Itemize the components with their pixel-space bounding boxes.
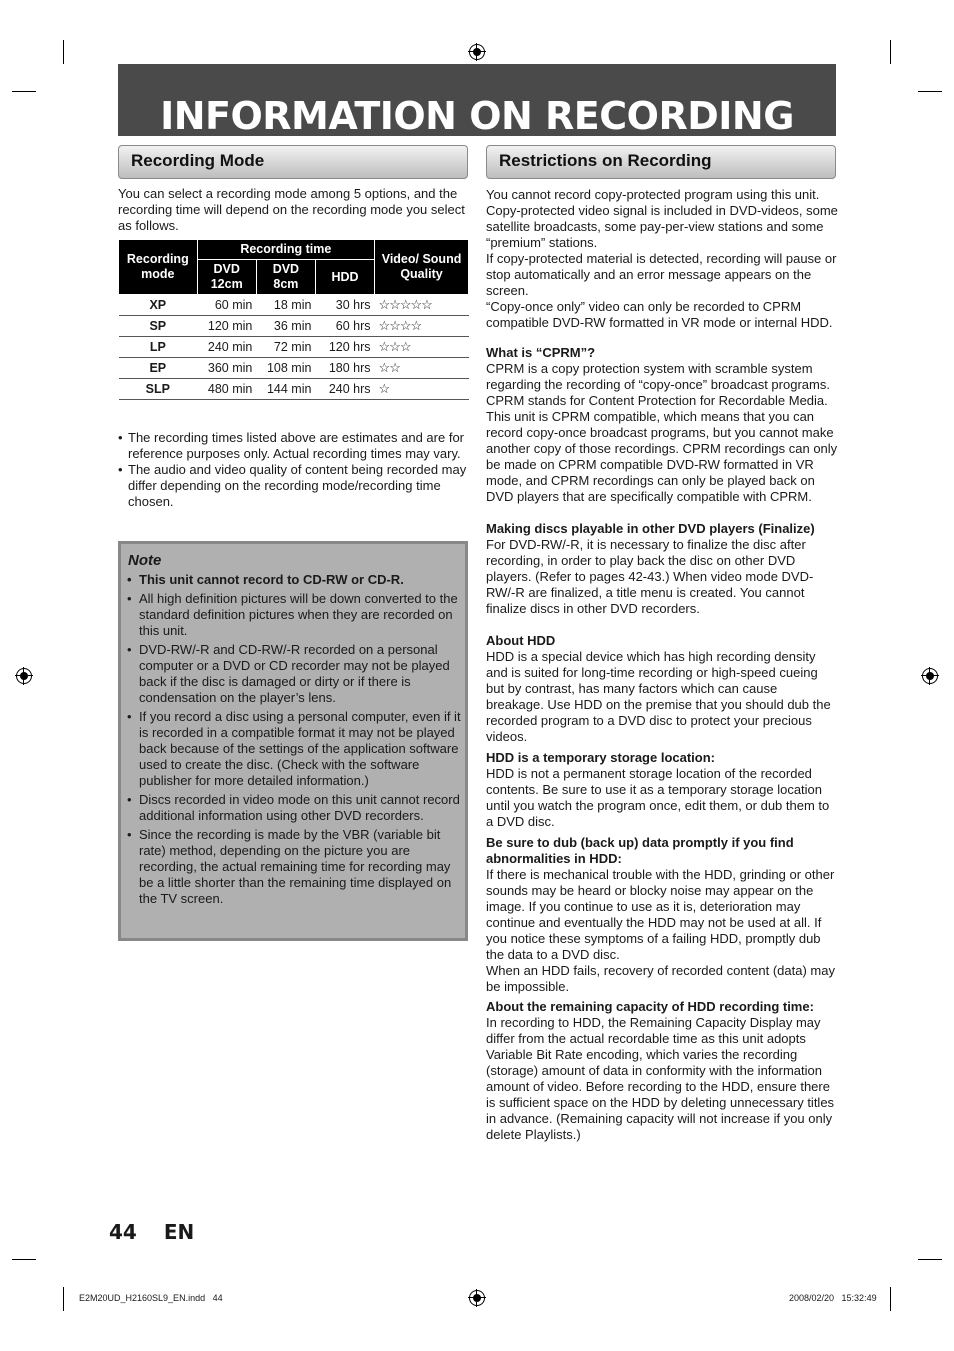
- paragraph: In recording to HDD, the Remaining Capacity Display may differ from the actual recordable time as this unit adopts Variable Bit Rate encoding, which varies the recording (storage) amount of data in conformity with the information amount of video. Before recording to the HDD, ensure there is sufficient space on the HDD by deleting unnecessary titles in advance. (Remaining capacity will not increase if you only delete Playlists.): [486, 1015, 835, 1142]
- cell-dvd8: 72 min: [256, 337, 315, 358]
- cell-dvd12: 480 min: [197, 379, 256, 400]
- page-number-value: 44: [109, 1220, 137, 1244]
- subheading-cprm: What is “CPRM”?: [486, 345, 596, 360]
- crop-mark: [890, 40, 891, 64]
- table-row: [119, 358, 469, 379]
- registration-mark-icon: [469, 1290, 485, 1306]
- cell-dvd8: 36 min: [256, 316, 315, 337]
- subheading-about-hdd: About HDD: [486, 633, 556, 648]
- crop-mark: [890, 1287, 891, 1311]
- registration-mark-icon: [469, 44, 485, 60]
- crop-mark: [918, 91, 942, 92]
- footer-filename: E2M20UD_H2160SL9_EN.indd 44: [79, 1293, 223, 1303]
- cell-quality-stars: ☆☆: [375, 358, 469, 379]
- note-item: • This unit cannot record to CD-RW or CD-R.: [127, 572, 461, 588]
- table-header-quality: Video/ Sound Quality: [375, 240, 469, 295]
- crop-mark: [63, 40, 64, 64]
- recording-mode-intro: [118, 186, 468, 234]
- subheading-finalize: Making discs playable in other DVD players (Finalize): [486, 521, 815, 536]
- section-heading-restrictions: [486, 145, 836, 179]
- paragraph: You cannot record copy-protected program using this unit. Copy-protected video signal is included in DVD-videos, some satellite broadcasts, some pay-per-view stations and some “premium” stations.: [486, 187, 838, 250]
- cell-quality-stars: ☆: [375, 379, 469, 400]
- crop-mark: [63, 1287, 64, 1311]
- note-item: • Discs recorded in video mode on this unit cannot record additional information using other DVD recorders.: [127, 792, 461, 824]
- cell-mode: LP: [119, 337, 198, 358]
- note-item: • All high definition pictures will be down converted to the standard definition pictures when they are recorded on this unit.: [127, 591, 461, 639]
- cell-dvd8: 18 min: [256, 295, 315, 316]
- cell-hdd: 180 hrs: [315, 358, 374, 379]
- table-row: [119, 379, 469, 400]
- subheading-temporary-storage: HDD is a temporary storage location:: [486, 750, 715, 765]
- paragraph: When an HDD fails, recovery of recorded content (data) may be impossible.: [486, 963, 835, 994]
- section-heading-recording-mode: [118, 145, 468, 179]
- cell-quality-stars: ☆☆☆☆: [375, 316, 469, 337]
- subheading-remaining-capacity: About the remaining capacity of HDD recording time:: [486, 999, 814, 1014]
- paragraph: HDD is a special device which has high recording density and is suited for long-time recording or high-speed cueing but by contrast, has many factors which can cause breakage. Use HDD on the premise that you should dub the recorded program to a DVD disc to protect your precious videos.: [486, 649, 831, 744]
- table-header-mode: Recording mode: [119, 240, 198, 295]
- page-title: INFORMATION ON RECORDING: [160, 94, 794, 138]
- paragraph: CPRM is a copy protection system with scramble system regarding the recording of “copy-once” broadcast programs. CPRM stands for Content Protection for Recordable Media.: [486, 361, 830, 408]
- cell-dvd8: 108 min: [256, 358, 315, 379]
- note-item: • DVD-RW/-R and CD-RW/-R recorded on a personal computer or a DVD or CD recorder may not be played back if the disc is damaged or dirty or if there is condensation on the player’s lens.: [127, 642, 461, 706]
- cell-mode: EP: [119, 358, 198, 379]
- table-header-hdd: HDD: [315, 260, 374, 295]
- cell-quality-stars: ☆☆☆☆☆: [375, 295, 469, 316]
- restrictions-text: [486, 187, 838, 1143]
- registration-mark-icon: [16, 668, 32, 684]
- table-row: [119, 337, 469, 358]
- cell-dvd12: 360 min: [197, 358, 256, 379]
- section-heading-label: Restrictions on Recording: [499, 151, 712, 170]
- title-banner: [118, 64, 836, 136]
- cell-dvd12: 120 min: [197, 316, 256, 337]
- table-header-dvd12: DVD 12cm: [197, 260, 256, 295]
- cell-mode: SLP: [119, 379, 198, 400]
- footer-timestamp: 2008/02/20 15:32:49: [789, 1293, 877, 1303]
- crop-mark: [918, 1259, 942, 1260]
- cell-mode: SP: [119, 316, 198, 337]
- paragraph: If copy-protected material is detected, recording will pause or stop automatically and an error message appears on the screen.: [486, 251, 837, 298]
- table-header-dvd8: DVD 8cm: [256, 260, 315, 295]
- note-item: • Since the recording is made by the VBR (variable bit rate) method, depending on the picture you are recording, the actual remaining time for recording may be a little shorter than the remaining time displayed on the TV screen.: [127, 827, 461, 907]
- section-heading-label: Recording Mode: [131, 151, 265, 170]
- cell-hdd: 240 hrs: [315, 379, 374, 400]
- list-item: • The recording times listed above are estimates and are for reference purposes only. Actual recording times may vary.: [118, 430, 468, 462]
- registration-mark-icon: [922, 668, 938, 684]
- recording-notes-list: [118, 430, 468, 510]
- cell-dvd8: 144 min: [256, 379, 315, 400]
- cell-dvd12: 60 min: [197, 295, 256, 316]
- table-header-time: Recording time: [197, 240, 374, 260]
- table-row: [119, 316, 469, 337]
- crop-mark: [12, 1259, 36, 1260]
- recording-time-table: [118, 239, 469, 400]
- note-box: [118, 541, 468, 941]
- table-row: [119, 295, 469, 316]
- crop-mark: [12, 91, 36, 92]
- cell-mode: XP: [119, 295, 198, 316]
- cell-dvd12: 240 min: [197, 337, 256, 358]
- cell-hdd: 60 hrs: [315, 316, 374, 337]
- note-item: • If you record a disc using a personal computer, even if it is recorded in a compatible format it may not be played back because of the settings of the application software used to create the disc. (Check with the software publisher for more detailed information.): [127, 709, 461, 789]
- paragraph: HDD is not a permanent storage location of the recorded contents. Be sure to use it as a temporary storage location until you watch the program once, edit them, or dub them to a DVD disc.: [486, 766, 830, 829]
- page-number: [109, 1220, 194, 1244]
- cell-hdd: 120 hrs: [315, 337, 374, 358]
- subheading-dub-backup: Be sure to dub (back up) data promptly if you find abnormalities in HDD:: [486, 835, 794, 866]
- paragraph: “Copy-once only” video can only be recorded to CPRM compatible DVD-RW formatted in VR mode or internal HDD.: [486, 299, 833, 330]
- note-title: Note: [128, 552, 162, 569]
- intro-text: You can select a recording mode among 5 options, and the recording time will depend on the recording mode you select as follows.: [118, 186, 465, 233]
- paragraph: If there is mechanical trouble with the HDD, grinding or other sounds may be heard or blocky noise may appear on the image. If you continue to use as it is, deterioration may continue and eventually the HDD may not be used at all. If you notice these symptoms of a failing HDD, promptly dub the data to a DVD disc.: [486, 867, 835, 962]
- paragraph: This unit is CPRM compatible, which means that you can record copy-once broadcast programs, but you cannot make another copy of those recordings. CPRM recordings can only be made on CPRM compatible DVD-RW formatted in VR mode, and CPRM recordings can only be played back on DVD players that are specifically compatible with CPRM.: [486, 409, 838, 504]
- cell-quality-stars: ☆☆☆: [375, 337, 469, 358]
- list-item: • The audio and video quality of content being recorded may differ depending on the recording mode/recording time chosen.: [118, 462, 468, 510]
- cell-hdd: 30 hrs: [315, 295, 374, 316]
- language-label: EN: [163, 1220, 195, 1244]
- paragraph: For DVD-RW/-R, it is necessary to finalize the disc after recording, in order to play back the disc on other DVD players. (Refer to pages 42-43.) When video mode DVD-RW/-R are finalized, a title menu is created. You cannot finalize discs in other DVD recorders.: [486, 537, 814, 616]
